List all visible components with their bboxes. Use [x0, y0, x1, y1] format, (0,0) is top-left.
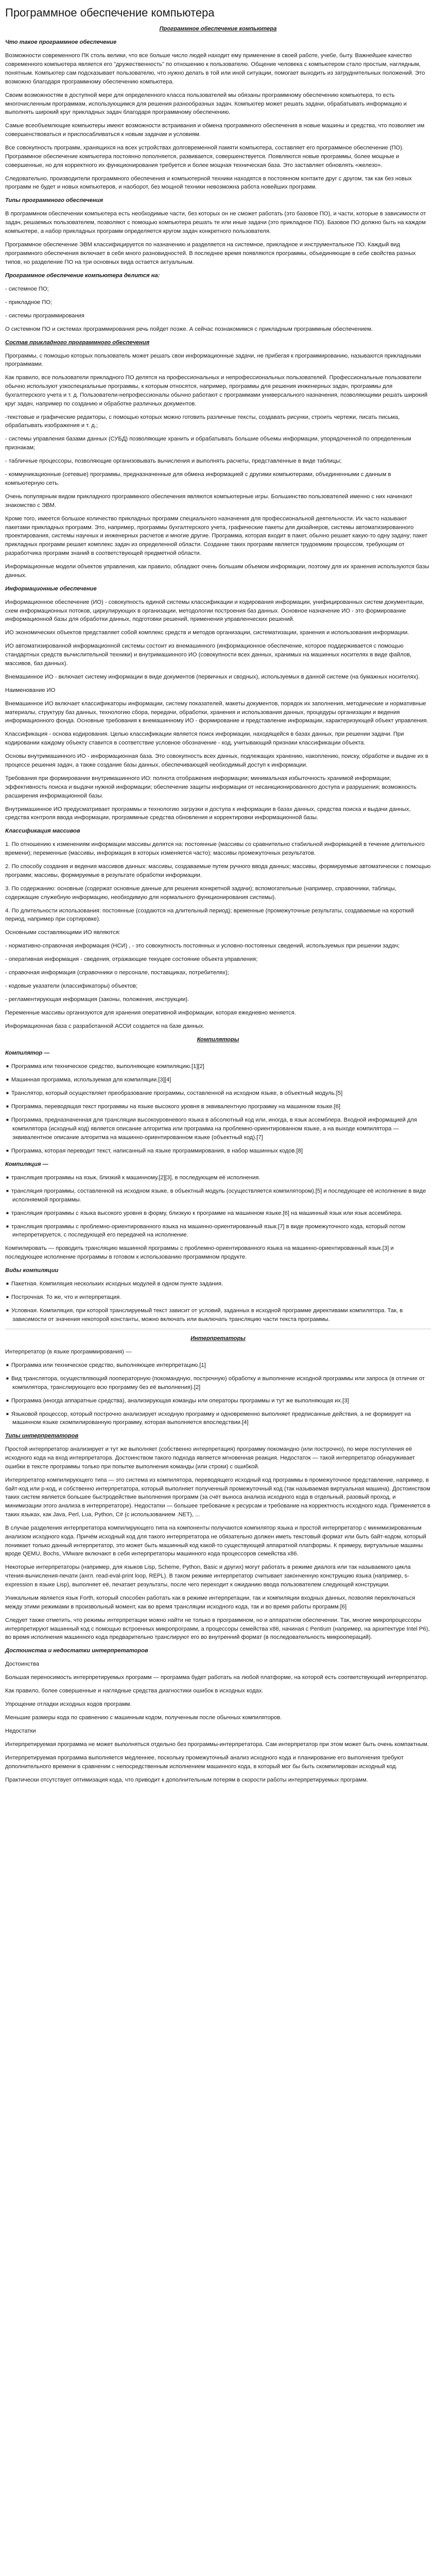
paragraph: Самые всеобъемлющие компьютеры имеют возможности встраивания и обмена программного обеспечения в новые машины и средства, что позволяет им совершенствоваться и приспосабливаться к новым задачам и условиям. [5, 123, 425, 138]
paragraph: Переменные массивы организуются для хранения оперативной информации, которая ежедневно меняется. [5, 1010, 296, 1016]
paragraph: Информационное обеспечение (ИО) - совокупность единой системы классификации и кодирования информации, унифицированных систем документации, схем информационных потоков, циркулирующих в организации, методологии построения баз данных. Основное назначение ИО - это формирование информационной базы для обработки данных, подготовки решений, применения управленческих решений. [5, 599, 424, 623]
subsection-heading: Недостатки [5, 1728, 36, 1735]
paragraph: Требования при формировании внутримашинного ИО: полнота отображения информации; минимальная избыточность хранимой информации; эффективность поиска и выдачи нужной информации; обеспечение защиты информации от несанкционированного доступа и разрушения; возможность расширения информационной базы. [5, 775, 416, 799]
paragraph: Все совокупность программ, хранящихся на всех устройствах долговременной памяти компьютера, составляет его программное обеспечение (ПО). Программное обеспечение компьютера постоянно пополняется, развивается, совершенствуется. Появляются новые программы, более мощные и совершенные, но для корректного их функционирования требуется и более мощная техническая база. Это заставляет обновлять «железо». [5, 145, 404, 168]
paragraph: Классификация - основа кодирования. Целью классификации является поиск информации, находящейся в базах данных, при решении задачи. При кодировании каждому объекту ставится в соответствие условное обозначение - код, учитывающий признаки классификации объекта. [5, 731, 404, 747]
subsection-heading: Достоинства и недостатки интерпретаторов [5, 1648, 148, 1654]
list-item: ■ трансляция программы, составленной на исходном языке, в объектный модуль (осуществляется компилятором).[5] и последующее её исполнение в виде исполняемой программы. [5, 1187, 431, 1205]
paragraph: Интерпретатор компилирующего типа — это система из компилятора, переводящего исходный код программы в промежуточное представление, например, в байт-код или p-код, и собственно интерпретатора, который выполняет полученный промежуточный код (так называемая виртуальная машина). Достоинством таких систем является большее быстродействие выполнения программ (за счёт выноса анализа исходного кода в отдельный, разовый проход, и минимизации этого анализа в интерпретаторе). Недостатки — большее требование к ресурсам и требование на корректность исходного кода. Применяется в таких языках, как Java, Perl, Lua, Python, C# (с использованием .NET), ... [5, 1477, 430, 1518]
paragraph: Большая переносимость интерпретируемых программ — программа будет работать на любой платформе, на которой есть соответствующий интерпретатор. [5, 1674, 428, 1681]
paragraph: В случае разделения интерпретатора компилирующего типа на компоненты получаются компилятор языка и простой интерпретатор с минимизированным анализом исходного кода. Причём исходный код для такого интерпретатора не обязательно должен иметь текстовый формат или быть байт-кодом, который понимает только данный интерпретатор, это может быть машинный код какой-то существующей аппаратной платформы. К примеру, виртуальные машины вроде QEMU, Bochs, VMware включают в себя интерпретаторы машинного кода процессоров семейства x86. [5, 1525, 426, 1557]
paragraph: Некоторые интерпретаторы (например, для языков Lisp, Scheme, Python, Basic и других) могут работать в режиме диалога или так называемого цикла чтения-вычисления-печати (англ. read-eval-print loop, REPL). В таком режиме интерпретатор считывает законченную конструкцию языка (например, s-expression в языке Lisp), выполняет её, печатает результаты, после чего переходит к ожиданию ввода пользователем следующей конструкции. [5, 1564, 411, 1588]
paragraph: Упрощение отладки исходных кодов программ. [5, 1701, 132, 1708]
paragraph: Внемашинное ИО - включает систему информации в виде документов (первичных и сводных), используемых в данной системе (на бумажных носителях). [5, 673, 420, 680]
paragraph: Следовательно, производители программного обеспечения и компьютерной техники находятся в постоянном контакте друг с другом, так как без новых программ не будет и новых компьютеров, и наоборот, без мощной техники невозможна работа новейших программ. [5, 175, 412, 191]
paragraph: - системы программирования [5, 312, 84, 319]
section-heading: Компиляторы [197, 1037, 239, 1043]
document-body [5, 25, 431, 1784]
list-item: ■ Транслятор, который осуществляет преобразование программы, составленной на исходном языке, в объектный модуль.[5] [5, 1089, 431, 1098]
paragraph: Внутримашинное ИО предусматривает программы и технологию загрузки и доступа к информации в базах данных, средства поиска и выдачи данных, средства контроля ввода информации, программные средства обновления и корректировки информационной базы. [5, 806, 411, 821]
subsection-heading: Типы программного обеспечения [5, 197, 103, 204]
paragraph: Интерпретируемая программа не может выполняться отдельно без программы-интерпретатора. Сам интерпретатор при этом может быть очень компактным. [5, 1741, 429, 1748]
list-item: ■ Программа, которая переводит текст, написанный на языке программирования, в набор машинных кодов.[8] [5, 1147, 431, 1156]
list-item: ■ Условная. Компиляция, при которой транслируемый текст зависит от условий, заданных в исходной программе директивами компилятора. Так, в зависимости от значения некоторой константы, можно включать или выключать трансляцию части текста программы. [5, 1307, 431, 1324]
paragraph: О системном ПО и системах программирования речь пойдет позже. А сейчас познакомимся с прикладным программным обеспечением. [5, 326, 373, 332]
list-item: ■ Программа или техническое средство, выполняющее компиляцию.[1][2] [5, 1062, 431, 1071]
section-heading: Программное обеспечение компьютера [159, 26, 277, 32]
list-item: ■ Пакетная. Компиляция нескольких исходных модулей в одном пункте задания. [5, 1280, 431, 1289]
subsection-heading: Компиляция — [5, 1161, 48, 1167]
paragraph: Как правило, более совершенные и наглядные средства диагностики ошибок в исходных кодах. [5, 1688, 264, 1694]
paragraph: - прикладное ПО; [5, 299, 53, 306]
subsection-heading: Достоинства [5, 1661, 39, 1668]
list-item: ■ Программа или техническое средство, выполняющее интерпретацию.[1] [5, 1361, 431, 1370]
list-item: ■ Программа (иногда аппаратные средства), анализирующая команды или операторы программы и тут же выполняющая их.[3] [5, 1397, 431, 1405]
list-item: ■ трансляция программы с языка высокого уровня в форму, близкую к программе на машинном языке.[6] на машинный язык или язык ассемблера. [5, 1209, 431, 1218]
subsection-heading: Виды компиляции [5, 1267, 59, 1274]
paragraph: - регламентирующая информация (законы, положения, инструкции). [5, 996, 189, 1003]
paragraph: - системы управления базами данных (СУБД) позволяющие хранить и обрабатывать большие объемы информации, упорядоченной по определенным признакам; [5, 436, 411, 451]
subsection-heading: Программное обеспечение компьютера делится на: [5, 272, 160, 279]
paragraph: Программное обеспечение ЭВМ классифицируется по назначению и разделяется на системное, прикладное и инструментальное ПО. Каждый вид программного обеспечения включает в себя много разновидностей. В последнее время появляются программы, объединяющие в себе свойства разных типов, но разделение ПО на три основных вида остается актуальным. [5, 242, 416, 265]
paragraph: 1. По отношению к изменениям информации массивы делятся на: постоянные (массивы со сравнительно стабильной информацией в течение длительного времени); переменные (массивы, информация в которых изменяется часто); массивы промежуточных результатов. [5, 841, 425, 857]
subsection-heading: Информационные обеспечение [5, 585, 97, 592]
paragraph: Основными составляющими ИО являются: [5, 929, 120, 936]
paragraph: Очень популярным видом прикладного программного обеспечения являются компьютерные игры. Большинство пользователей именно с них начинают знакомство с ЭВМ. [5, 493, 413, 509]
section-heading: Интерпретаторы [190, 1335, 246, 1342]
paragraph: Информационные модели объектов управления, как правило, обладают очень большим объемом информации, поэтому для их хранения используются базы данных. [5, 563, 429, 579]
paragraph: -текстовые и графические редакторы, с помощью которых можно готовить различные тексты, создавать рисунки, строить чертежи, писать письма, обрабатывать изображения и т. д.; [5, 414, 400, 429]
paragraph: - нормативно-справочная информация (НСИ) , - это совокупность постоянных и условно-постоянных сведений, используемых при решении задач; [5, 943, 400, 950]
paragraph: Внемашинное ИО включает классификаторы информации, систему показателей, макеты документов, порядок их заполнения, методические и нормативные материалы, структуру баз данных, технологию сбора, передачи, обработки, хранения и использования данных, процедуры организации и ведения информационного фонда. Основные требования к внемашинному ИО - формирование и представление информации, характеризующей объект управления. [5, 700, 428, 724]
paragraph: 3. По содержанию: основные (содержат основные данные для решения конкретной задачи); вспомогательные (например, справочники, таблицы, содержащие служебную информацию, необходимую для нормального функционирования системы). [5, 885, 396, 901]
paragraph: Кроме того, имеется большое количество прикладных программ специального назначения для профессиональной деятельности. Их часто называют пакетами прикладных программ. Это, например, программы бухгалтерского учета, графические пакеты для дизайнеров, системы автоматизированного проектирования, системы научных и инженерных расчетов и многие другие. Программа, которая входит в пакет, обычно решает какую-то одну задачу; пакет прикладных программ решает комплекс задач из определенной области. Создание таких программ является трудоемким процессом, требующим от разработчика программ знаний в соответствующей предметной области. [5, 515, 428, 556]
subsection-heading: Типы интерпретаторов [5, 1433, 79, 1439]
list-item: ■ Машинная программа, используемая для компиляции.[3][4] [5, 1076, 431, 1084]
paragraph: 2. По способу создания и ведения массивов данных: массивы, создаваемые путем ручного ввода данных; массивы, формируемые автоматически с помощью программ; массивы, формируемые в результате обработки информации. [5, 863, 431, 878]
paragraph: - табличные процессоры, позволяющие организовывать вычисления и выполнять расчеты, представленные в виде таблицы; [5, 458, 342, 465]
paragraph: - системное ПО; [5, 285, 49, 292]
paragraph: Простой интерпретатор анализирует и тут же выполняет (собственно интерпретация) программу покомандно (или построчно), по мере поступления её исходного кода на вход интерпретатора. Достоинством такого подхода является мгновенная реакция. Недостаток — такой интерпретатор обнаруживает ошибки в тексте программы только при попытке выполнения команды (или строки) с ошибкой. [5, 1446, 415, 1470]
paragraph: Как правило, все пользователи прикладного ПО делятся на профессиональных и непрофессиональных пользователей. Профессиональные пользователи обычно используют узкоспециальные программы, к которым относятся, например, программы для решения инженерных задач, программы для бухгалтерского учета и т. д. Пользователи-непрофессионалы обычно работают с программами универсального назначения, позволяющими решать широкий круг задач, например по созданию и обработке различных документов. [5, 375, 428, 407]
paragraph: ИО экономических объектов представляет собой комплекс средств и методов организации, систематизации, хранения и использования информации. [5, 630, 409, 636]
paragraph: - оперативная информация - сведения, отражающие текущее состояние объекта управления; [5, 956, 258, 963]
paragraph: ИО автоматизированной информационной системы состоит из внемашинного (информационное обеспечение, которое поддерживается с помощью стандартных средств вычислительной техники) и внутримашинного ИО (совокупности всех данных, хранимых на машинных носителях в виде файлов, массивов, баз данных). [5, 643, 412, 667]
paragraph: - справочная информация (справочники о персонале, поставщиках, потребителях); [5, 970, 229, 976]
paragraph: 4. По длительности использования: постоянные (создаются на длительный период); временные (промежуточные результаты, создаваемые на короткий период, например при сортировке). [5, 907, 414, 923]
paragraph: Следует также отметить, что режимы интерпретации можно найти не только в программном, но и аппаратном обеспечении. Так, многие микропроцессоры интерпретируют машинный код с помощью встроенных микропрограмм, а процессоры семейства x86, начиная с Pentium (например, на архитектуре Intel P6), во время исполнения машинного кода предварительно транслируют его во внутренний формат (в последовательность микроопераций). [5, 1617, 430, 1641]
paragraph: Уникальным является язык Forth, который способен работать как в режиме интерпретации, так и компиляции входных данных, позволяя переключаться между этими режимами в произвольный момент, как во время трансляции исходного кода, так и во время работы программ.[6] [5, 1595, 415, 1610]
subsection-heading: Компилятор — [5, 1050, 50, 1057]
subsection-heading: Состав прикладного программного обеспечения [5, 339, 150, 346]
subsection-heading: Что такое программное обеспечение [5, 39, 117, 46]
paragraph: В программном обеспечении компьютера есть необходимые части, без которых он не сможет работать (это базовое ПО), и части, которые в зависимости от задач, решаемых пользователем, позволяют с помощью компьютера решать те или иные задачи (это прикладное ПО). Базовое ПО должно быть на каждом компьютере, а набор прикладных программ определяется кругом задач конкретного пользователя. [5, 211, 426, 235]
paragraph: - кодовые указатели (классификаторы) объектов; [5, 983, 138, 990]
paragraph: Практически отсутствует оптимизация кода, что приводит к дополнительным потерям в скорости работы интерпретируемых программ. [5, 1777, 368, 1783]
paragraph: - коммуникационные (сетевые) программы, предназначенные для обмена информацией с другими компьютерами, объединенными с данным в компьютерную сеть. [5, 471, 391, 486]
page-title: Программное обеспечение компьютера [5, 6, 215, 19]
list-item: ■ Программа, переводящая текст программы на языке высокого уровня в эквивалентную программу на машинном языке.[6] [5, 1103, 431, 1111]
subsection-heading: Классификация массивов [5, 828, 80, 835]
paragraph: Компилировать — проводить трансляцию машинной программы с проблемно-ориентированного языка на машинно-ориентированный язык.[3] и последующее исполнение программы в готовом к использованию программном продукте. [5, 1245, 394, 1261]
paragraph: Меньшие размеры кода по сравнению с машинным кодом, полученным после обычных компиляторов. [5, 1715, 282, 1721]
list-item: ■ Вид транслятора, осуществляющий пооператорную (покомандную, построчную) обработку и выполнение исходной программы или запроса (в отличие от компилятора, транслирующего всю программу без её выполнения).[2] [5, 1375, 431, 1392]
list-item: ■ Построчная. То же, что и интерпретация. [5, 1293, 431, 1302]
list-item: ■ Программа, предназначенная для трансляции высокоуровневого языка в абсолютный код или, иногда, в язык ассемблера. Входной информацией для компилятора (исходный код) является описание алгоритма или программа на проблемно-ориентированном языке, а на выходе компилятора — эквивалентное описание алгоритма на машинно-ориентированном языке (объектный код).[7] [5, 1116, 431, 1142]
paragraph: Интерпретатор (в языке программирования) — [5, 1348, 132, 1355]
paragraph: Возможности современного ПК столь велики, что все больше число людей находит ему применение в своей работе, учебе, быту. Важнейшее качество современного компьютера является его "дружественность" по отношению к пользователю. Общение человека с компьютером стало простым, наглядным, понятным. Компьютер сам подсказывает пользователю, что нужно делать в той или иной ситуации, помогает выходить из затруднительных положений. Это возможно благодаря программному обеспечению компьютера. [5, 53, 425, 85]
list-item: ■ Языковой процессор, который построчно анализирует исходную программу и одновременно выполняет предписанные действия, а не формирует на машинном языке скомпилированную программу, которая выполняется впоследствии.[4] [5, 1410, 431, 1428]
paragraph: Основы внутримашинного ИО - информационная база. Это совокупность всех данных, подлежащих хранению, накоплению, поиску, обработке и выдаче их в процессе решения задач, а также создание базы данных, обеспечивающей необходимый доступ к информации. [5, 753, 428, 768]
paragraph: Интерпретируемая программа выполняется медленнее, поскольку промежуточный анализ исходного кода и планирование его выполнения требуют дополнительного времени в сравнении с непосредственным исполнением машинного кода, в который мог бы быть скомпилирован исходный код. [5, 1755, 404, 1770]
list-item: ■ трансляция программы на язык, близкий к машинному.[2][3], в последующем её исполнения. [5, 1174, 431, 1182]
subsection-heading: Наименование ИО [5, 687, 56, 693]
list-item: ■ трансляция программы с проблемно-ориентированного языка на машинно-ориентированный язык.[7] в виде промежуточного кода, который потом интерпретируется, с последующей его передачей на исполнение. [5, 1223, 431, 1240]
paragraph: Информационная база с разработанной АСОИ создается на базе данных. [5, 1023, 205, 1030]
paragraph: Программы, с помощью которых пользователь может решать свои информационные задачи, не прибегая к программированию, называются прикладными программами. [5, 352, 421, 368]
paragraph: Своим возможностям в доступной мере для определенного класса пользователей мы обязаны программному обеспечению компьютера, то есть многочисленным программам, использующимся для решения разнообразных задач. Компьютер может решать задачи, обрабатывать информацию и выполнять широкий круг прикладных задач благодаря программному обеспечению. [5, 92, 407, 116]
